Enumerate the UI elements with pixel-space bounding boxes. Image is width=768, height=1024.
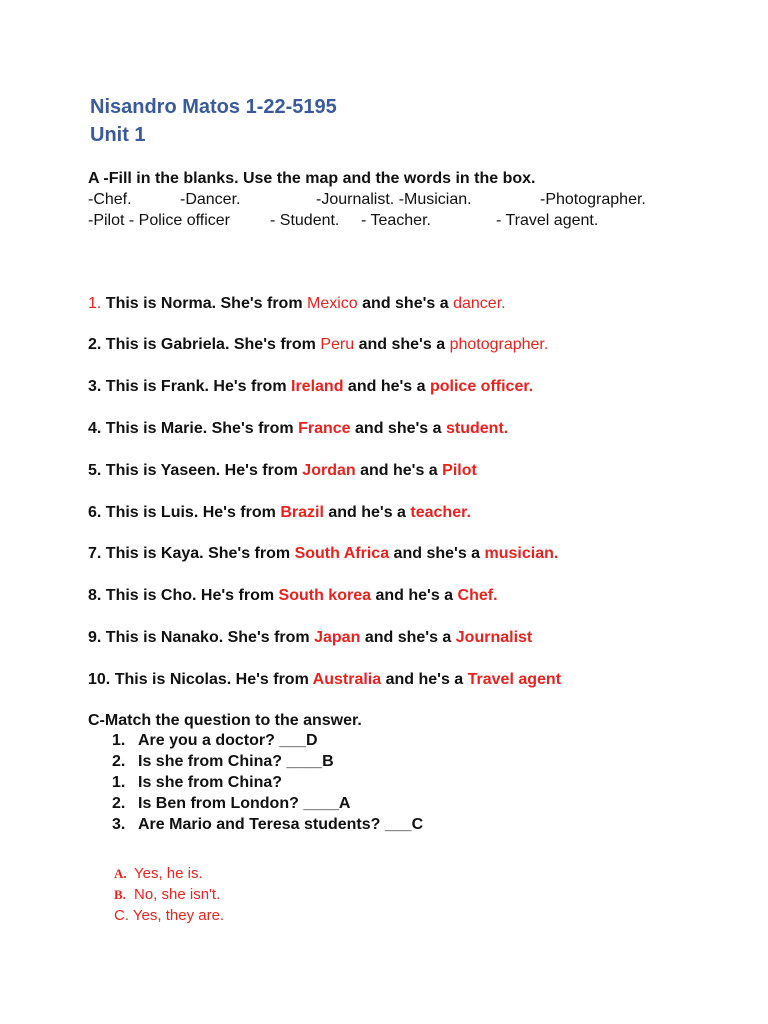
sentence-job: Travel agent [467, 671, 562, 688]
sentence-job: musician. [484, 545, 559, 562]
sentence-2 [88, 335, 548, 355]
sentence-country: South Africa [294, 545, 390, 562]
sentence-job: teacher. [410, 504, 471, 521]
sentence-text-mid: and she's a [358, 336, 446, 353]
sentence-country: Australia [312, 671, 382, 688]
sentence-number: 8. [88, 587, 102, 604]
sentence-job: police officer. [429, 378, 534, 395]
sentence-text-start: This is Marie. She's from [105, 420, 294, 437]
answer-item-a [114, 864, 203, 884]
sentence-country: South korea [278, 587, 371, 604]
sentence-text-mid: and he's a [347, 378, 426, 395]
sentence-number: 2. [88, 336, 102, 353]
sentence-text-start: This is Kaya. She's from [105, 545, 291, 562]
sentence-text-mid: and he's a [375, 587, 454, 604]
question-item [112, 773, 282, 793]
word-photographer: -Photographer. [540, 191, 646, 208]
sentence-text-mid: and she's a [393, 545, 481, 562]
sentence-country: Jordan [302, 462, 356, 479]
sentence-text-mid: and she's a [362, 295, 449, 312]
sentence-country: Brazil [280, 504, 324, 521]
question-number: 3. [112, 816, 126, 833]
question-text: Are you a doctor? ___D [138, 732, 318, 749]
answer-letter: A. [114, 866, 127, 881]
sentence-text-mid: and she's a [364, 629, 452, 646]
unit-heading: Unit 1 [90, 124, 146, 146]
sentence-6 [88, 503, 471, 523]
question-number: 2. [112, 795, 126, 812]
sentence-3 [88, 377, 533, 397]
sentence-text-mid: and he's a [360, 462, 438, 479]
sentence-7 [88, 544, 558, 564]
answer-letter: B. [114, 887, 126, 902]
word-dancer: -Dancer. [180, 191, 241, 208]
sentence-country: Mexico [307, 295, 358, 312]
sentence-text-mid: and she's a [355, 420, 442, 437]
sentence-text-start: This is Yaseen. He's from [105, 462, 298, 479]
question-text: Is she from China? [138, 774, 283, 791]
sentence-number: 10. [88, 671, 111, 688]
question-number: 1. [112, 774, 126, 791]
sentence-job: Chef. [457, 587, 498, 604]
sentence-number: 9. [88, 629, 102, 646]
sentence-number: 7. [88, 545, 102, 562]
question-item [112, 794, 350, 814]
word-journalist-musician: -Journalist. -Musician. [316, 191, 472, 208]
answer-letter: C. [114, 907, 129, 924]
question-number: 2. [112, 753, 126, 770]
section-a-instruction: A -Fill in the blanks. Use the map and the words in the box. [88, 170, 536, 187]
word-student: - Student. [270, 212, 340, 229]
sentence-job: student. [446, 420, 509, 437]
answer-text: Yes, he is. [134, 865, 203, 882]
sentence-country: France [298, 420, 351, 437]
sentence-text-start: This is Norma. She's from [105, 295, 303, 312]
sentence-4 [88, 419, 508, 439]
student-name-heading: Nisandro Matos 1-22-5195 [90, 96, 337, 118]
sentence-5 [88, 461, 477, 481]
sentence-text-start: This is Nicolas. He's from [114, 671, 309, 688]
sentence-text-start: This is Gabriela. She's from [105, 336, 316, 353]
sentence-job: dancer. [453, 295, 506, 312]
sentence-job: photographer. [449, 336, 549, 353]
sentence-country: Japan [314, 629, 361, 646]
word-travel-agent: - Travel agent. [496, 212, 599, 229]
sentence-8 [88, 586, 498, 606]
question-number: 1. [112, 732, 126, 749]
sentence-text-start: This is Nanako. She's from [105, 629, 310, 646]
sentence-country: Ireland [291, 378, 344, 395]
answer-text: No, she isn't. [134, 886, 221, 903]
question-item [112, 752, 334, 772]
question-text: Are Mario and Teresa students? ___C [138, 816, 424, 833]
sentence-text-start: This is Luis. He's from [105, 504, 276, 521]
word-pilot-police: -Pilot - Police officer [88, 212, 230, 229]
sentence-9 [88, 628, 532, 648]
answer-text: Yes, they are. [132, 907, 225, 924]
word-teacher: - Teacher. [361, 212, 431, 229]
sentence-number: 4. [88, 420, 102, 437]
section-c-instruction: C-Match the question to the answer. [88, 712, 362, 729]
answer-item-b [114, 885, 220, 905]
sentence-text-mid: and he's a [328, 504, 406, 521]
question-item [112, 815, 423, 835]
sentence-country: Peru [320, 336, 355, 353]
sentence-text-start: This is Frank. He's from [105, 378, 287, 395]
question-text: Is Ben from London? ____A [138, 795, 351, 812]
sentence-text-start: This is Cho. He's from [105, 587, 275, 604]
question-text: Is she from China? ____B [138, 753, 334, 770]
sentence-number: 6. [88, 504, 102, 521]
sentence-number: 5. [88, 462, 102, 479]
word-chef: -Chef. [88, 191, 132, 208]
question-item [112, 731, 318, 751]
answer-item-c [114, 906, 224, 926]
sentence-number: 1. [88, 295, 102, 312]
sentence-1 [88, 294, 506, 314]
sentence-10 [88, 670, 561, 690]
sentence-job: Pilot [442, 462, 477, 479]
sentence-text-mid: and he's a [385, 671, 464, 688]
sentence-job: Journalist [455, 629, 533, 646]
sentence-number: 3. [88, 378, 102, 395]
